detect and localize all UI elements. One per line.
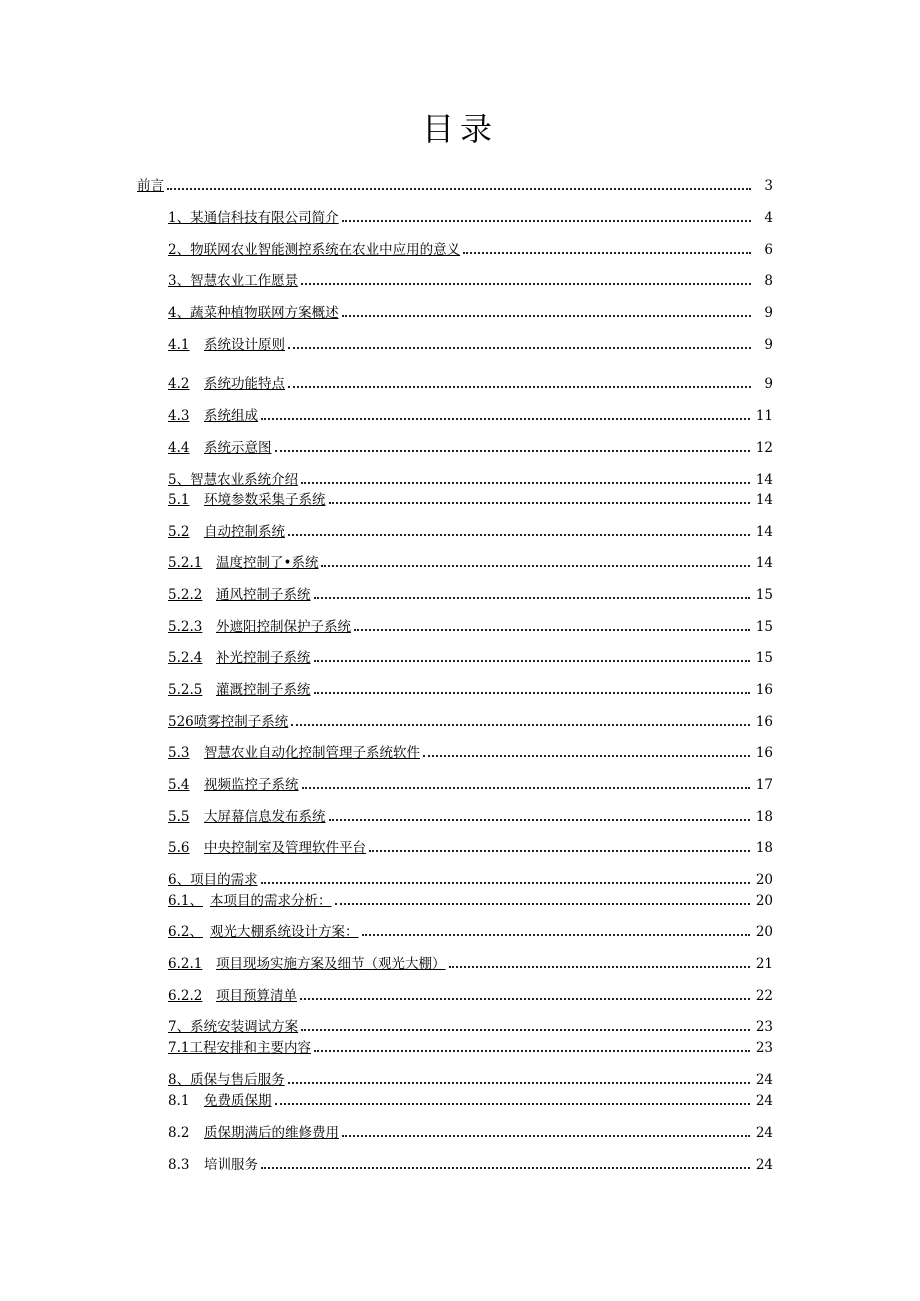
toc-leader-dots bbox=[342, 315, 751, 317]
toc-leader-dots bbox=[314, 1050, 750, 1052]
toc-entry-text: 本项目的需求分析： bbox=[210, 893, 332, 909]
toc-page-number: 23 bbox=[755, 1040, 773, 1056]
toc-entry-text: 项目现场实施方案及细节（观光大棚） bbox=[216, 956, 446, 972]
toc-entry-8-1[interactable] bbox=[168, 1087, 773, 1109]
toc-entry-text: 6、项目的需求 bbox=[168, 872, 258, 888]
toc-leader-dots bbox=[314, 692, 750, 694]
toc-leader-dots bbox=[369, 850, 750, 852]
toc-leader-dots bbox=[362, 934, 750, 936]
toc-leader-dots bbox=[261, 418, 750, 420]
toc-page-number: 20 bbox=[755, 893, 773, 909]
toc-page-number: 17 bbox=[755, 777, 773, 793]
toc-leader-dots bbox=[275, 1103, 750, 1105]
toc-section-number: 8.2 bbox=[168, 1125, 190, 1141]
toc-entry-text: 观光大棚系统设计方案： bbox=[210, 924, 359, 940]
toc-page-number: 9 bbox=[764, 376, 773, 392]
toc-page-number: 15 bbox=[755, 619, 773, 635]
toc-leader-dots bbox=[314, 597, 750, 599]
toc-page-number: 14 bbox=[755, 472, 773, 488]
toc-page-number: 24 bbox=[755, 1093, 773, 1109]
toc-section-number: 8.1 bbox=[168, 1093, 190, 1109]
toc-entry-5-2[interactable] bbox=[168, 518, 773, 540]
toc-leader-dots bbox=[301, 283, 751, 285]
toc-section-number: 5.3 bbox=[168, 745, 190, 761]
toc-entry-5-2-5[interactable] bbox=[168, 676, 773, 698]
toc-entry-text: 3、智慧农业工作愿景 bbox=[168, 273, 299, 289]
toc-entry-5-2-3[interactable] bbox=[168, 613, 773, 635]
toc-entry-text: 系统设计原则 bbox=[204, 337, 285, 353]
toc-section-number: 5.2.3 bbox=[168, 619, 203, 635]
toc-page-number: 3 bbox=[764, 178, 773, 194]
page-title: 目录 bbox=[421, 110, 498, 148]
toc-entry-text: 4、蔬菜种植物联网方案概述 bbox=[168, 305, 339, 321]
toc-entry-5[interactable] bbox=[168, 466, 773, 488]
toc-leader-dots bbox=[335, 903, 750, 905]
toc-entry-text: 系统示意图 bbox=[204, 440, 272, 456]
toc-leader-dots bbox=[300, 998, 750, 1000]
toc-section-number: 5.2.5 bbox=[168, 682, 203, 698]
toc-entry-7-1[interactable] bbox=[168, 1034, 773, 1056]
toc-entry-text: 外遮阳控制保护子系统 bbox=[216, 619, 351, 635]
toc-page-number: 14 bbox=[755, 492, 773, 508]
toc-page-number: 12 bbox=[755, 440, 773, 456]
toc-leader-dots bbox=[329, 502, 750, 504]
toc-page-number: 24 bbox=[755, 1125, 773, 1141]
toc-page-number: 11 bbox=[755, 408, 773, 424]
toc-page-number: 22 bbox=[755, 988, 773, 1004]
toc-section-number: 5.2.4 bbox=[168, 650, 203, 666]
toc-section-number: 5.1 bbox=[168, 492, 190, 508]
toc-section-number: 5.2 bbox=[168, 524, 190, 540]
toc-leader-dots bbox=[463, 252, 751, 254]
toc-entry-6-2-1[interactable] bbox=[168, 950, 773, 972]
toc-leader-dots bbox=[354, 629, 750, 631]
toc-entry-preface[interactable] bbox=[137, 172, 773, 194]
toc-entry-5-4[interactable] bbox=[168, 771, 773, 793]
toc-entry-text: 7、系统安装调试方案 bbox=[168, 1019, 299, 1035]
toc-entry-text: 5、智慧农业系统介绍 bbox=[168, 472, 299, 488]
toc-page-number: 18 bbox=[755, 809, 773, 825]
toc-entry-text: 免费质保期 bbox=[204, 1093, 272, 1109]
toc-section-number: 4.3 bbox=[168, 408, 190, 424]
toc-page-number: 16 bbox=[755, 714, 773, 730]
toc-section-number: 4.4 bbox=[168, 440, 190, 456]
toc-section-number: 5.2.2 bbox=[168, 587, 203, 603]
toc-leader-dots bbox=[321, 565, 749, 567]
toc-page-number: 18 bbox=[755, 840, 773, 856]
toc-leader-dots bbox=[342, 1135, 750, 1137]
toc-section-number: 4.2 bbox=[168, 376, 190, 392]
toc-page-number: 15 bbox=[755, 587, 773, 603]
toc-section-number: 6.2.2 bbox=[168, 988, 203, 1004]
toc-entry-5-2-6[interactable] bbox=[168, 708, 773, 730]
toc-entry-8-3[interactable] bbox=[168, 1151, 773, 1173]
toc-entry-text: 项目预算清单 bbox=[216, 988, 297, 1004]
toc-leader-dots bbox=[288, 386, 751, 388]
toc-entry-4-1[interactable] bbox=[168, 331, 773, 353]
toc-section-number: 6.2.1 bbox=[168, 956, 203, 972]
toc-entry-8[interactable] bbox=[168, 1066, 773, 1088]
toc-leader-dots bbox=[291, 724, 750, 726]
toc-entry-text: 大屏幕信息发布系统 bbox=[204, 809, 326, 825]
toc-leader-dots bbox=[342, 220, 751, 222]
toc-entry-text: 7.1工程安排和主要内容 bbox=[168, 1040, 311, 1056]
toc-page-number: 15 bbox=[755, 650, 773, 666]
toc-entry-text: 中央控制室及管理软件平台 bbox=[204, 840, 366, 856]
toc-leader-dots bbox=[288, 534, 750, 536]
toc-page-number: 14 bbox=[755, 524, 773, 540]
toc-section-number: 6.2、 bbox=[168, 924, 203, 940]
toc-leader-dots bbox=[301, 482, 750, 484]
toc-entry-text: 灌溉控制子系统 bbox=[216, 682, 311, 698]
toc-entry-text: 补光控制子系统 bbox=[216, 650, 311, 666]
toc-entry-3[interactable] bbox=[168, 267, 773, 289]
toc-page-number: 8 bbox=[764, 273, 773, 289]
toc-entry-5-5[interactable] bbox=[168, 803, 773, 825]
toc-page-number: 20 bbox=[755, 872, 773, 888]
toc-page-number: 16 bbox=[755, 745, 773, 761]
toc-entry-6-2[interactable] bbox=[168, 918, 773, 940]
toc-entry-4-3[interactable] bbox=[168, 402, 773, 424]
toc-entry-6[interactable] bbox=[168, 866, 773, 888]
toc-entry-5-1[interactable] bbox=[168, 486, 773, 508]
toc-leader-dots bbox=[423, 755, 750, 757]
toc-entry-text: 视频监控子系统 bbox=[204, 777, 299, 793]
toc-section-number: 5.6 bbox=[168, 840, 190, 856]
toc-page-number: 16 bbox=[755, 682, 773, 698]
toc-entry-text: 环境参数采集子系统 bbox=[204, 492, 326, 508]
toc-entry-text: 自动控制系统 bbox=[204, 524, 285, 540]
toc-entry-text: 526喷雾控制子系统 bbox=[168, 714, 289, 730]
toc-leader-dots bbox=[301, 1029, 750, 1031]
toc-entry-6-2-2[interactable] bbox=[168, 982, 773, 1004]
toc-entry-text: 前言 bbox=[137, 178, 164, 194]
toc-entry-4[interactable] bbox=[168, 299, 773, 321]
toc-section-number: 4.1 bbox=[168, 337, 190, 353]
toc-page-number: 14 bbox=[755, 555, 773, 571]
toc-leader-dots bbox=[288, 347, 751, 349]
toc-leader-dots bbox=[261, 1167, 750, 1169]
toc-leader-dots bbox=[275, 450, 750, 452]
toc-leader-dots bbox=[261, 882, 750, 884]
toc-section-number: 5.2.1 bbox=[168, 555, 203, 571]
toc-leader-dots bbox=[302, 787, 750, 789]
toc-entry-text: 8、质保与售后服务 bbox=[168, 1072, 285, 1088]
toc-entry-8-2[interactable] bbox=[168, 1119, 773, 1141]
toc-entry-4-2[interactable] bbox=[168, 370, 773, 392]
toc-entry-5-6[interactable] bbox=[168, 834, 773, 856]
toc-leader-dots bbox=[449, 966, 750, 968]
toc-entry-7[interactable] bbox=[168, 1013, 773, 1035]
toc-page-number: 9 bbox=[764, 305, 773, 321]
toc-section-number: 5.4 bbox=[168, 777, 190, 793]
toc-entry-2[interactable] bbox=[168, 236, 773, 258]
toc-entry-5-2-2[interactable] bbox=[168, 581, 773, 603]
toc-leader-dots bbox=[329, 819, 750, 821]
toc-section-number: 5.5 bbox=[168, 809, 190, 825]
toc-page-number: 24 bbox=[755, 1072, 773, 1088]
toc-entry-text: 质保期满后的维修费用 bbox=[204, 1125, 339, 1141]
toc-entry-text: 1、某通信科技有限公司简介 bbox=[168, 210, 339, 226]
toc-section-number: 8.3 bbox=[168, 1157, 190, 1173]
toc-entry-text: 通风控制子系统 bbox=[216, 587, 311, 603]
toc-leader-dots bbox=[288, 1082, 750, 1084]
toc-leader-dots bbox=[167, 188, 751, 190]
toc-entry-text: 系统功能特点 bbox=[204, 376, 285, 392]
toc-page-number: 4 bbox=[764, 210, 773, 226]
toc-page-number: 9 bbox=[764, 337, 773, 353]
toc-entry-5-2-4[interactable] bbox=[168, 644, 773, 666]
toc-entry-4-4[interactable] bbox=[168, 434, 773, 456]
toc-entry-6-1[interactable] bbox=[168, 887, 773, 909]
toc-page-number: 6 bbox=[764, 242, 773, 258]
toc-page-number: 23 bbox=[755, 1019, 773, 1035]
toc-page-number: 24 bbox=[755, 1157, 773, 1173]
toc-entry-text: 2、物联网农业智能测控系统在农业中应用的意义 bbox=[168, 242, 461, 258]
toc-entry-5-3[interactable] bbox=[168, 739, 773, 761]
toc-page-number: 21 bbox=[755, 956, 773, 972]
toc-entry-5-2-1[interactable] bbox=[168, 549, 773, 571]
toc-page-number: 20 bbox=[755, 924, 773, 940]
toc-entry-text: 系统组成 bbox=[204, 408, 258, 424]
toc-leader-dots bbox=[314, 660, 750, 662]
toc-section-number: 6.1、 bbox=[168, 893, 203, 909]
toc-entry-1[interactable] bbox=[168, 204, 773, 226]
toc-entry-text: 智慧农业自动化控制管理子系统软件 bbox=[204, 745, 420, 761]
toc-entry-text: 温度控制了•系统 bbox=[216, 555, 319, 571]
toc-entry-text: 培训服务 bbox=[204, 1157, 258, 1173]
